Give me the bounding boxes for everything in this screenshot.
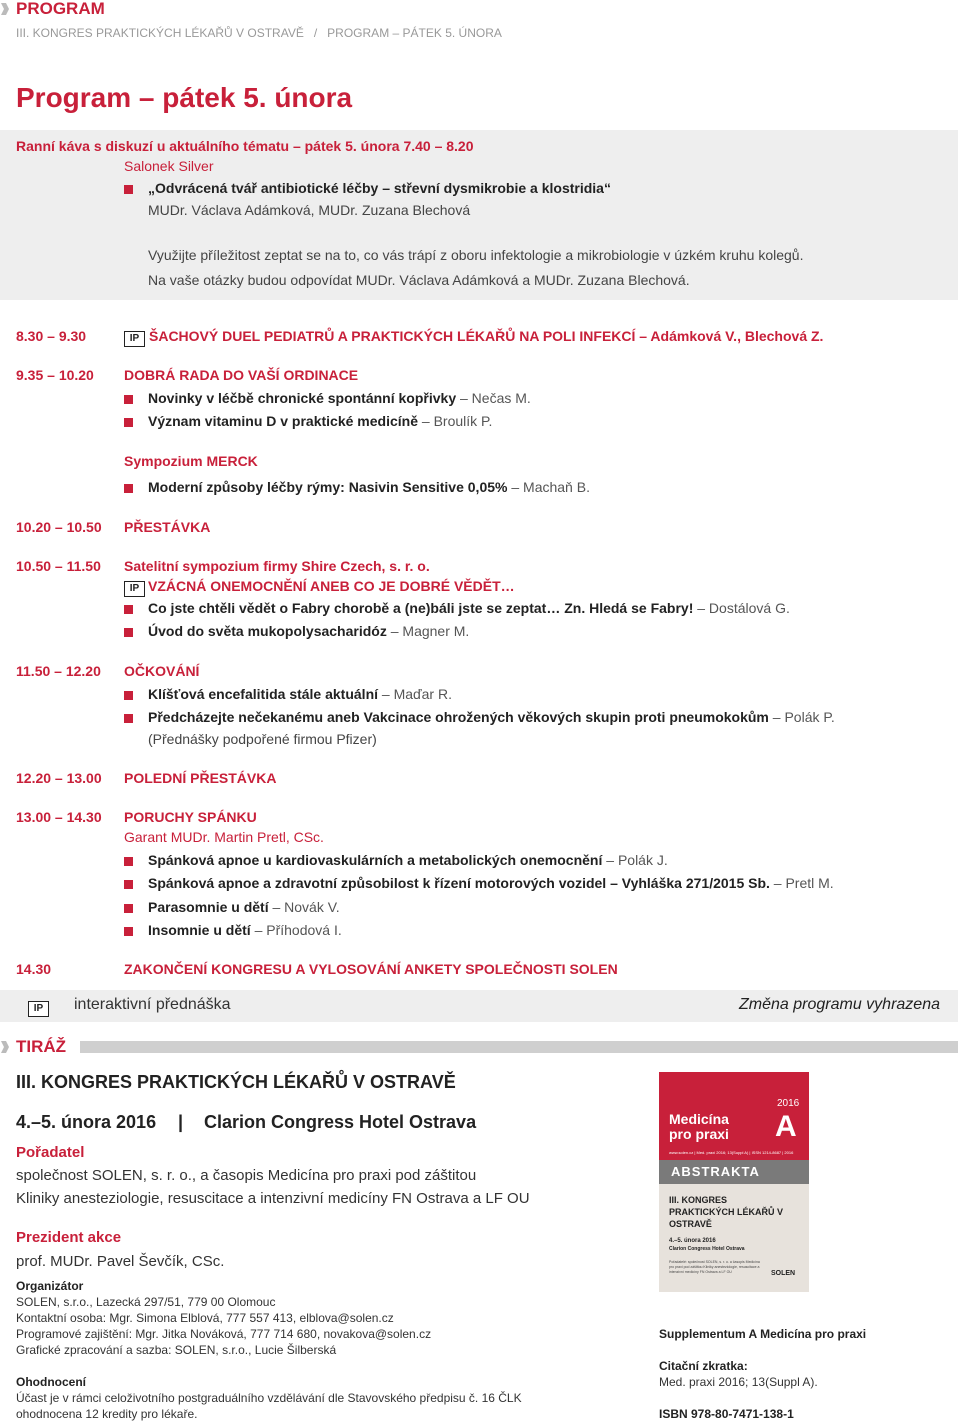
section-marker [0,1040,10,1054]
org-heading: Organizátor [16,1279,84,1293]
ip-icon: IP [124,581,145,597]
prezident-heading: Prezident akce [16,1229,122,1246]
talk-item [148,875,834,891]
talk-item [148,852,668,868]
talk-author: – Broulík P. [418,413,493,429]
section-title: PROGRAM [16,0,105,18]
bullet-icon [124,605,133,614]
chevron-right-icon [0,1040,10,1054]
cover-venue: Clarion Congress Hotel Ostrava [669,1246,745,1252]
bullet-icon [124,691,133,700]
session-title: ZAKONČENÍ KONGRESU A VYLOSOVÁNÍ ANKETY SPOLEČNOSTI SOLEN [124,961,618,977]
odh-heading: Ohodnocení [16,1375,86,1389]
talk-author: – Příhodová I. [250,922,342,938]
supplement-label: Supplementum A Medicína pro praxi [659,1327,867,1341]
talk-author: – Novák V. [268,899,340,915]
sponsor-note: (Přednášky podpořené firmou Pfizer) [148,731,377,747]
talk-item [148,413,492,429]
org-line: Programové zajištění: Mgr. Jitka Nováková, 777 714 680, novakova@solen.cz [16,1327,432,1341]
cover-letter: A [775,1110,797,1143]
poradatel-line-2: Kliniky anesteziologie, resuscitace a intenzivní medicíny FN Ostrava a LF OU [16,1190,530,1207]
section-marker [0,2,10,16]
talk-title: Spánková apnoe a zdravotní způsobilost k řízení motorových vozidel – Vyhláška 271/2015 Sb. [148,875,770,891]
talk-title: Insomnie u dětí [148,922,251,938]
prezident-name: prof. MUDr. Pavel Ševčík, CSc. [16,1253,225,1270]
poradatel-heading: Pořadatel [16,1144,85,1161]
talk-author: – Maďar R. [378,686,452,702]
talk-author: – Machaň B. [507,479,590,495]
journal-cover [659,1072,809,1292]
talk-author: – Polák P. [768,709,835,725]
citace-text: Med. praxi 2016; 13(Suppl A). [659,1375,818,1389]
cover-title: III. KONGRES PRAKTICKÝCH LÉKAŘŮ V OSTRAVĚ [669,1195,784,1229]
talk-author: – Magner M. [386,623,470,639]
ip-icon: IP [124,331,145,347]
chevron-right-icon [0,2,10,16]
cover-strip: www.solen.cz | Med. praxi 2016; 13(Suppl A) | ISSN 1214-8687 | 2016 [669,1150,794,1155]
bullet-icon [124,484,133,493]
bullet-icon [124,714,133,723]
session-time: 12.20 – 13.00 [16,770,102,786]
tiraz-rule [80,1041,958,1053]
bullet-icon [124,185,133,194]
talk-item [148,390,531,406]
talk-author: – Polák J. [602,852,668,868]
session-time: 14.30 [16,961,52,977]
session-time: 10.20 – 10.50 [16,519,102,535]
talk-title: Předcházejte nečekanému aneb Vakcinace ohrožených věkových skupin proti pneumokokům [148,709,769,725]
org-line: Grafické zpracování a sazba: SOLEN, s.r.o., Lucie Šilberská [16,1343,337,1357]
congress-title: III. KONGRES PRAKTICKÝCH LÉKAŘŮ V OSTRAVĚ [16,1072,456,1092]
org-line: SOLEN, s.r.o., Lazecká 297/51, 779 00 Olomouc [16,1295,276,1309]
session-time: 13.00 – 14.30 [16,809,102,825]
morning-talk: „Odvrácená tvář antibiotické léčby – střevní dysmikrobie a klostridia“ [148,180,611,196]
talk-item [148,623,469,639]
morning-note-1: Využijte příležitost zeptat se na to, co vás trápí z oboru infektologie a mikrobiologie v úzkém kruhu kolegů. [148,247,804,263]
talk-author: – Dostálová G. [693,600,790,616]
session-title: Satelitní sympozium firmy Shire Czech, s. r. o. [124,558,430,574]
bullet-icon [124,904,133,913]
talk-author: – Nečas M. [456,390,531,406]
ip-badge [124,328,145,347]
bullet-icon [124,418,133,427]
isbn: ISBN 978-80-7471-138-1 [659,1407,794,1421]
legend-change: Změna programu vyhrazena [739,996,940,1013]
odh-line: Účast je v rámci celoživotního postgraduálního vzdělávání dle Stavovského předpisu č. 16 ČLK [16,1391,522,1405]
cover-logo: SOLEN [771,1270,796,1277]
session-time: 9.35 – 10.20 [16,367,94,383]
cover-date: 4.–5. února 2016 [669,1238,716,1244]
session-time: 8.30 – 9.30 [16,328,87,344]
morning-speakers: MUDr. Václava Adámková, MUDr. Zuzana Blechová [148,202,471,218]
talk-title: Úvod do světa mukopolysacharidóz [148,623,387,639]
talk-title: Novinky v léčbě chronické spontánní kopřivky [148,390,457,406]
session-title: PŘESTÁVKA [124,519,211,535]
talk-title: Klíšťová encefalitida stále aktuální [148,686,379,702]
morning-room: Salonek Silver [124,158,214,174]
sympozium-title: Sympozium MERCK [124,453,258,469]
bullet-icon [124,927,133,936]
congress-date: 4.–5. února 2016 [16,1112,157,1132]
session-time: 11.50 – 12.20 [16,663,101,679]
breadcrumb: III. KONGRES PRAKTICKÝCH LÉKAŘŮ V OSTRAVĚ / PROGRAM – PÁTEK 5. ÚNORA [16,26,502,40]
cover-journal: Medicína pro praxi [669,1111,729,1142]
talk-title: Moderní způsoby léčby rýmy: Nasivin Sensitive 0,05% [148,479,508,495]
citace-heading: Citační zkratka: [659,1359,748,1373]
session-title: POLEDNÍ PŘESTÁVKA [124,770,277,786]
talk-item [148,922,342,938]
cover-year: 2016 [777,1098,800,1109]
page-title: Program – pátek 5. února [16,82,353,113]
talk-item [148,709,835,725]
tiraz-title: TIRÁŽ [16,1037,67,1056]
session-time: 10.50 – 11.50 [16,558,101,574]
talk-item [148,686,452,702]
talk-title: Parasomnie u dětí [148,899,269,915]
session-title: PORUCHY SPÁNKU [124,809,257,825]
bullet-icon [124,628,133,637]
cover-small: Pořadatelé: společnost SOLEN, s. r. o. a časopis Medicína pro praxi pod záštitou Kliniky anesteziologie, resuscitace a intenzivní medicíny FN Ostrava a LF OU [669,1260,760,1274]
date-separator: | [178,1112,184,1132]
talk-item [148,600,790,616]
session-title: ŠACHOVÝ DUEL PEDIATRŮ A PRAKTICKÝCH LÉKAŘŮ NA POLI INFEKCÍ – Adámková V., Blechová Z. [149,328,824,344]
talk-author: – Pretl M. [769,875,834,891]
legend-ip-text: interaktivní přednáška [74,996,231,1013]
session-garant: Garant MUDr. Martin Pretl, CSc. [124,829,324,845]
morning-title: Ranní káva s diskuzí u aktuálního tématu – pátek 5. února 7.40 – 8.20 [16,138,474,154]
talk-title: Co jste chtěli vědět o Fabry chorobě a (ne)báli jste se zeptat… Zn. Hledá se Fabry! [148,600,694,616]
bullet-icon [124,880,133,889]
bullet-icon [124,395,133,404]
talk-title: Spánková apnoe u kardiovaskulárních a metabolických onemocnění [148,852,603,868]
morning-note-2: Na vaše otázky budou odpovídat MUDr. Václava Adámková a MUDr. Zuzana Blechová. [148,272,690,288]
org-line: Kontaktní osoba: Mgr. Simona Elblová, 777 557 413, elblova@solen.cz [16,1311,394,1325]
session-title: OČKOVÁNÍ [124,663,200,679]
ip-badge [28,998,49,1017]
ip-badge [124,578,145,597]
talk-item [148,479,590,495]
bullet-icon [124,857,133,866]
talk-item [148,899,340,915]
cover-band: ABSTRAKTA [671,1164,760,1179]
session-subtitle: VZÁCNÁ ONEMOCNĚNÍ ANEB CO JE DOBRÉ VĚDĚT… [148,578,515,594]
talk-title: Význam vitaminu D v praktické medicíně [148,413,418,429]
poradatel-line-1: společnost SOLEN, s. r. o., a časopis Medicína pro praxi pod záštitou [16,1167,477,1184]
congress-venue: Clarion Congress Hotel Ostrava [204,1112,477,1132]
ip-icon: IP [28,1001,49,1017]
session-title: DOBRÁ RADA DO VAŠÍ ORDINACE [124,367,359,383]
odh-line: ohodnocena 12 kredity pro lékaře. [16,1407,198,1421]
